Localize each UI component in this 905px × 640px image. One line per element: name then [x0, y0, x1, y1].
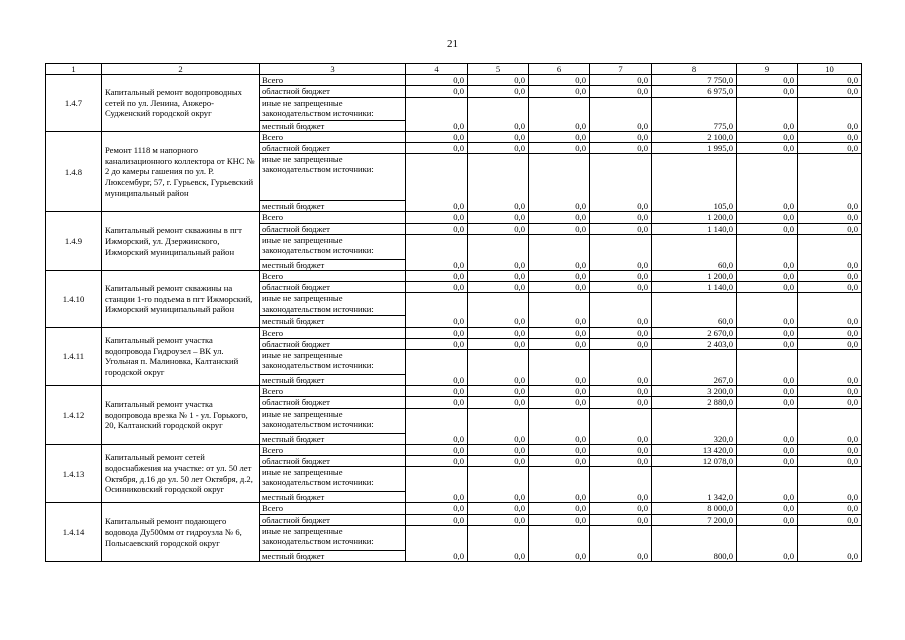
source-other-line: законодательством источники:: [262, 360, 374, 371]
column-header: 2: [102, 64, 260, 75]
value-cell: 0,0: [529, 97, 590, 131]
value-cell: 0,0: [529, 154, 590, 212]
value-cell: 0,0: [468, 350, 529, 386]
item-name: Ремонт 1118 м напорного канализационного коллектора от КНС № 2 до камеры гашения по ул. Р. Люксембург, 57, г. Гурьевск, Гурьевский муниципальный район: [102, 131, 260, 212]
value-cell: 1 200,0: [652, 212, 737, 223]
column-header: 6: [529, 64, 590, 75]
value-cell: 0,0: [406, 271, 468, 282]
value-cell: 0,0: [737, 514, 798, 525]
value-cell: 0,0: [529, 86, 590, 97]
value-cell: 0,0: [737, 456, 798, 467]
value-cell: 0,0: [468, 154, 529, 212]
value-cell: 0,0: [798, 467, 862, 503]
value-cell: 0,0: [737, 503, 798, 514]
source-other: [260, 154, 406, 201]
value-cell: 0,0: [529, 444, 590, 455]
value-cell: 0,0: [406, 293, 468, 327]
value-cell: 0,0: [468, 293, 529, 327]
value-cell: 0,0: [529, 282, 590, 293]
source-total: Всего: [260, 327, 406, 338]
value-cell: 0,0: [406, 327, 468, 338]
value-cell: 0,0: [406, 514, 468, 525]
value-cell: 0,0: [468, 131, 529, 142]
source-other-line: законодательством источники:: [262, 418, 374, 429]
value-cell: 0,0: [590, 212, 652, 223]
value-cell: 0,0: [468, 338, 529, 349]
value-cell: 0,0: [798, 143, 862, 154]
source-regional: областной бюджет: [260, 397, 406, 408]
value-cell: 0,0: [406, 467, 468, 503]
item-name: Капитальный ремонт скважины в пгт Ижморский, ул. Дзержинского, Ижморский муниципальный район: [102, 212, 260, 271]
value-cell: 0,0: [590, 467, 652, 503]
value-cell: 0,0: [798, 350, 862, 386]
value-cell: 0,0: [406, 397, 468, 408]
source-regional: областной бюджет: [260, 143, 406, 154]
page-number: 21: [447, 38, 458, 50]
value-cell: 0,0: [406, 525, 468, 561]
value-cell: 0,0: [737, 131, 798, 142]
table-row-total: [46, 327, 862, 338]
value-cell: 0,0: [737, 350, 798, 386]
source-total: Всего: [260, 271, 406, 282]
value-cell: 0,0: [468, 282, 529, 293]
source-other-line: иные не запрещенные: [262, 97, 343, 108]
value-cell: 0,0: [468, 386, 529, 397]
source-regional: областной бюджет: [260, 282, 406, 293]
value-cell: 0,0: [798, 408, 862, 444]
value-cell: 0,0: [737, 212, 798, 223]
value-cell: 0,0: [529, 234, 590, 270]
value-cell: 0,0: [468, 408, 529, 444]
value-cell: 0,0: [529, 386, 590, 397]
source-regional: областной бюджет: [260, 223, 406, 234]
value-cell: 0,0: [590, 282, 652, 293]
source-local: местный бюджет: [260, 316, 406, 327]
value-cell: 0,0: [590, 456, 652, 467]
value-cell: 0,0: [798, 444, 862, 455]
value-cell: 0,0: [798, 271, 862, 282]
value-cell: 0,0: [798, 514, 862, 525]
value-cell: 0,0: [737, 293, 798, 327]
source-other: [260, 467, 406, 492]
item-number: 1.4.7: [46, 75, 102, 132]
value-cell: 0,0: [406, 86, 468, 97]
value-cell: 0,0: [590, 386, 652, 397]
value-cell: 0,0: [737, 143, 798, 154]
value-cell: 0,0: [737, 86, 798, 97]
value-cell: 0,0: [529, 271, 590, 282]
source-total: Всего: [260, 75, 406, 86]
item-number: 1.4.14: [46, 503, 102, 562]
value-cell: 0,0: [590, 327, 652, 338]
item-number: 1.4.9: [46, 212, 102, 271]
value-cell: 0,0: [468, 444, 529, 455]
value-cell: 8 000,0: [652, 503, 737, 514]
column-header: 1: [46, 64, 102, 75]
source-local: местный бюджет: [260, 492, 406, 503]
value-cell: 0,0: [529, 525, 590, 561]
value-cell: 0,0: [468, 503, 529, 514]
value-cell: 0,0: [798, 282, 862, 293]
value-cell: 0,0: [468, 397, 529, 408]
value-cell: 105,0: [652, 154, 737, 212]
value-cell: 0,0: [590, 444, 652, 455]
value-cell: 0,0: [406, 350, 468, 386]
value-cell: 0,0: [529, 131, 590, 142]
column-header: 5: [468, 64, 529, 75]
value-cell: 320,0: [652, 408, 737, 444]
source-total: Всего: [260, 212, 406, 223]
value-cell: 0,0: [406, 282, 468, 293]
value-cell: 0,0: [737, 408, 798, 444]
value-cell: 0,0: [468, 75, 529, 86]
value-cell: 0,0: [529, 327, 590, 338]
value-cell: 0,0: [798, 97, 862, 131]
source-local: местный бюджет: [260, 433, 406, 444]
source-total: Всего: [260, 444, 406, 455]
value-cell: 0,0: [468, 456, 529, 467]
value-cell: 0,0: [406, 408, 468, 444]
value-cell: 0,0: [737, 154, 798, 212]
source-other-line: законодательством источники:: [262, 303, 374, 314]
value-cell: 0,0: [798, 223, 862, 234]
column-header: 10: [798, 64, 862, 75]
value-cell: 0,0: [529, 212, 590, 223]
value-cell: 0,0: [529, 408, 590, 444]
value-cell: 0,0: [529, 503, 590, 514]
source-other-line: законодательством источники:: [262, 245, 374, 256]
source-other-line: законодательством источники:: [262, 107, 374, 118]
value-cell: 267,0: [652, 350, 737, 386]
value-cell: 0,0: [468, 143, 529, 154]
budget-table: [45, 63, 862, 562]
value-cell: 0,0: [737, 271, 798, 282]
value-cell: 0,0: [529, 293, 590, 327]
value-cell: 0,0: [406, 503, 468, 514]
value-cell: 0,0: [737, 444, 798, 455]
value-cell: 0,0: [529, 514, 590, 525]
value-cell: 0,0: [468, 327, 529, 338]
table-row-total: [46, 503, 862, 514]
value-cell: 0,0: [798, 75, 862, 86]
value-cell: 0,0: [798, 503, 862, 514]
table-row-total: [46, 271, 862, 282]
value-cell: 0,0: [406, 444, 468, 455]
source-other: [260, 350, 406, 375]
value-cell: 800,0: [652, 525, 737, 561]
source-other-line: иные не запрещенные: [262, 408, 343, 419]
value-cell: 0,0: [590, 408, 652, 444]
item-name: Капитальный ремонт участка водопровода врезка № 1 - ул. Горького, 20, Калтанский городской округ: [102, 386, 260, 445]
item-number: 1.4.13: [46, 444, 102, 503]
value-cell: 0,0: [529, 456, 590, 467]
value-cell: 2 880,0: [652, 397, 737, 408]
item-name: Капитальный ремонт скважины на станции 1-го подъема в пгт Ижморский, Ижморский муниципальный район: [102, 271, 260, 328]
value-cell: 0,0: [468, 467, 529, 503]
value-cell: 2 403,0: [652, 338, 737, 349]
source-other: [260, 234, 406, 259]
value-cell: 0,0: [406, 154, 468, 212]
item-name: Капитальный ремонт подающего водовода Ду500мм от гидроузла № 6, Полысаевский городской округ: [102, 503, 260, 562]
value-cell: 2 100,0: [652, 131, 737, 142]
value-cell: 0,0: [737, 467, 798, 503]
value-cell: 0,0: [529, 350, 590, 386]
column-header: 8: [652, 64, 737, 75]
source-other: [260, 97, 406, 120]
value-cell: 0,0: [468, 525, 529, 561]
source-local: местный бюджет: [260, 375, 406, 386]
value-cell: 7 200,0: [652, 514, 737, 525]
value-cell: 0,0: [590, 75, 652, 86]
value-cell: 0,0: [406, 75, 468, 86]
source-local: местный бюджет: [260, 201, 406, 212]
value-cell: 0,0: [590, 143, 652, 154]
value-cell: 0,0: [590, 234, 652, 270]
value-cell: 0,0: [529, 143, 590, 154]
value-cell: 0,0: [529, 397, 590, 408]
source-regional: областной бюджет: [260, 514, 406, 525]
value-cell: 0,0: [737, 327, 798, 338]
source-regional: областной бюджет: [260, 338, 406, 349]
value-cell: 0,0: [468, 86, 529, 97]
source-other-line: иные не запрещенные: [262, 467, 343, 478]
table-row-total: [46, 444, 862, 455]
source-local: местный бюджет: [260, 550, 406, 561]
value-cell: 0,0: [406, 143, 468, 154]
value-cell: 1 140,0: [652, 282, 737, 293]
source-other: [260, 293, 406, 316]
item-number: 1.4.12: [46, 386, 102, 445]
value-cell: 1 995,0: [652, 143, 737, 154]
value-cell: 0,0: [798, 456, 862, 467]
value-cell: 0,0: [798, 234, 862, 270]
source-other-line: иные не запрещенные: [262, 350, 343, 361]
value-cell: 0,0: [468, 514, 529, 525]
value-cell: 0,0: [468, 212, 529, 223]
value-cell: 0,0: [468, 234, 529, 270]
value-cell: 0,0: [406, 97, 468, 131]
value-cell: 0,0: [590, 397, 652, 408]
value-cell: 0,0: [737, 75, 798, 86]
value-cell: 60,0: [652, 234, 737, 270]
value-cell: 0,0: [406, 456, 468, 467]
source-total: Всего: [260, 503, 406, 514]
value-cell: 0,0: [798, 154, 862, 212]
value-cell: 0,0: [737, 525, 798, 561]
value-cell: 0,0: [590, 131, 652, 142]
source-other: [260, 408, 406, 433]
value-cell: 0,0: [798, 327, 862, 338]
value-cell: 0,0: [590, 514, 652, 525]
value-cell: 0,0: [529, 338, 590, 349]
value-cell: 0,0: [798, 525, 862, 561]
value-cell: 0,0: [737, 97, 798, 131]
value-cell: 2 670,0: [652, 327, 737, 338]
item-name: Капитальный ремонт участка водопровода Гидроузел – ВК ул. Угольная п. Малиновка, Калтанский городской округ: [102, 327, 260, 386]
source-other-line: иные не запрещенные: [262, 293, 343, 304]
value-cell: 7 750,0: [652, 75, 737, 86]
value-cell: 0,0: [529, 467, 590, 503]
item-name: Капитальный ремонт водопроводных сетей по ул. Ленина, Анжеро-Судженский городской округ: [102, 75, 260, 132]
value-cell: 0,0: [406, 223, 468, 234]
value-cell: 0,0: [590, 525, 652, 561]
value-cell: 1 342,0: [652, 467, 737, 503]
value-cell: 0,0: [798, 386, 862, 397]
column-header: 4: [406, 64, 468, 75]
value-cell: 0,0: [590, 271, 652, 282]
source-other-line: законодательством источники:: [262, 477, 374, 488]
value-cell: 1 200,0: [652, 271, 737, 282]
header-row: [46, 64, 862, 75]
source-other-line: иные не запрещенные: [262, 525, 343, 536]
value-cell: 0,0: [737, 338, 798, 349]
value-cell: 0,0: [798, 212, 862, 223]
value-cell: 0,0: [737, 386, 798, 397]
source-other-line: законодательством источники:: [262, 164, 374, 175]
value-cell: 0,0: [798, 293, 862, 327]
value-cell: 0,0: [798, 338, 862, 349]
table-row-total: [46, 131, 862, 142]
value-cell: 0,0: [737, 223, 798, 234]
value-cell: 0,0: [798, 397, 862, 408]
value-cell: 775,0: [652, 97, 737, 131]
value-cell: 0,0: [406, 234, 468, 270]
source-regional: областной бюджет: [260, 86, 406, 97]
value-cell: 0,0: [406, 212, 468, 223]
item-number: 1.4.11: [46, 327, 102, 386]
item-name: Капитальный ремонт сетей водоснабжения на участке: от ул. 50 лет Октября, д.16 до ул. 50 лет Октября, д.2, Осинниковский городской округ: [102, 444, 260, 503]
column-header: 9: [737, 64, 798, 75]
source-total: Всего: [260, 131, 406, 142]
table-row-total: [46, 75, 862, 86]
value-cell: 13 420,0: [652, 444, 737, 455]
value-cell: 0,0: [798, 131, 862, 142]
value-cell: 0,0: [798, 86, 862, 97]
value-cell: 0,0: [590, 338, 652, 349]
value-cell: 3 200,0: [652, 386, 737, 397]
item-number: 1.4.10: [46, 271, 102, 328]
value-cell: 0,0: [737, 397, 798, 408]
value-cell: 0,0: [529, 75, 590, 86]
value-cell: 0,0: [737, 234, 798, 270]
value-cell: 0,0: [468, 97, 529, 131]
value-cell: 0,0: [590, 350, 652, 386]
value-cell: 0,0: [737, 282, 798, 293]
value-cell: 1 140,0: [652, 223, 737, 234]
source-other-line: законодательством источники:: [262, 536, 374, 547]
value-cell: 0,0: [590, 154, 652, 212]
value-cell: 0,0: [468, 223, 529, 234]
column-header: 3: [260, 64, 406, 75]
value-cell: 0,0: [406, 386, 468, 397]
value-cell: 0,0: [590, 293, 652, 327]
value-cell: 0,0: [406, 131, 468, 142]
table-row-total: [46, 212, 862, 223]
value-cell: 0,0: [529, 223, 590, 234]
source-total: Всего: [260, 386, 406, 397]
source-local: местный бюджет: [260, 259, 406, 270]
value-cell: 0,0: [590, 503, 652, 514]
value-cell: 6 975,0: [652, 86, 737, 97]
value-cell: 0,0: [590, 97, 652, 131]
source-regional: областной бюджет: [260, 456, 406, 467]
value-cell: 0,0: [468, 271, 529, 282]
value-cell: 12 078,0: [652, 456, 737, 467]
item-number: 1.4.8: [46, 131, 102, 212]
source-other-line: иные не запрещенные: [262, 154, 343, 165]
source-other: [260, 525, 406, 550]
table-row-total: [46, 386, 862, 397]
value-cell: 0,0: [590, 223, 652, 234]
column-header: 7: [590, 64, 652, 75]
value-cell: 60,0: [652, 293, 737, 327]
value-cell: 0,0: [406, 338, 468, 349]
source-other-line: иные не запрещенные: [262, 234, 343, 245]
value-cell: 0,0: [590, 86, 652, 97]
source-local: местный бюджет: [260, 120, 406, 131]
